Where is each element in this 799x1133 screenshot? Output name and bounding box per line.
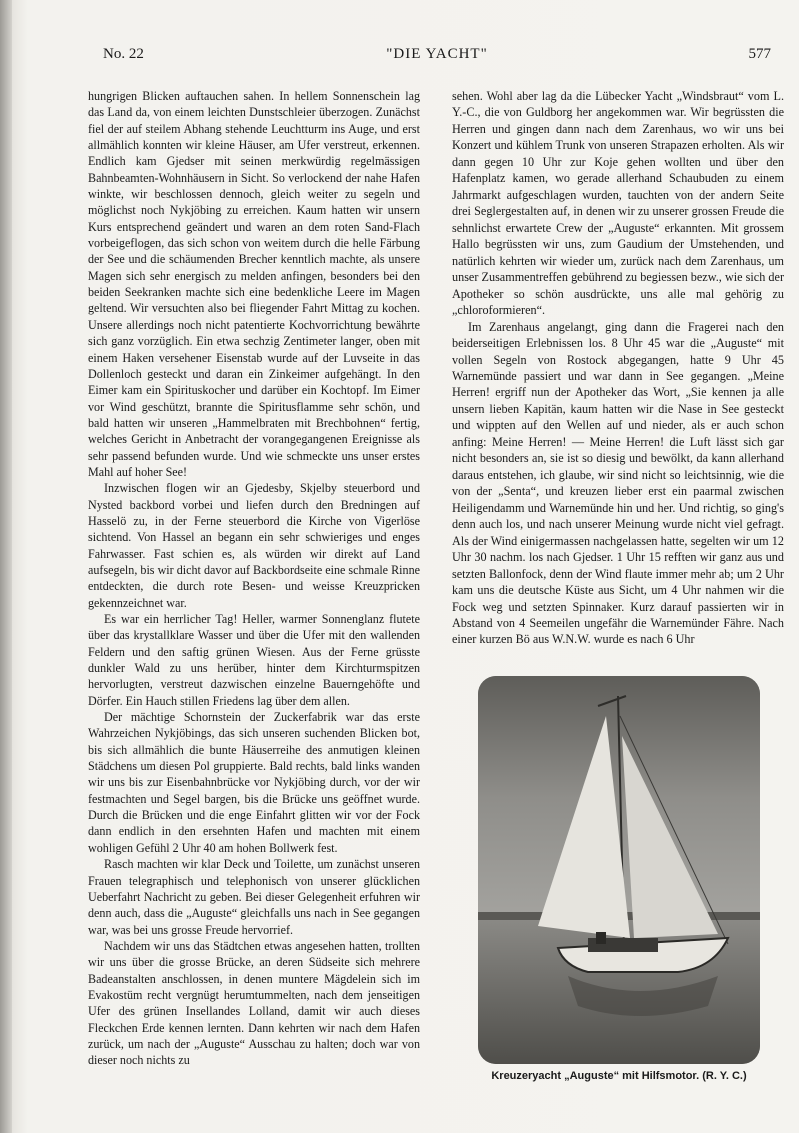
paragraph: Inzwischen flogen wir an Gjedesby, Skjelby steuerbord und Nysted backbord vorbei und liefen durch den Bredningen auf Hasselö zu, in der Ferne steuerbord die Kirche von Vigerlöse sichtend. Von Hassel an begann ein sehr schwieriges und enges Fahrwasser. Fast schien es, als würden wir direkt auf Land aufsegeln, bis wir dicht davor auf Backbordseite eine schmale Rinne entdeckten, die durch rote Besen- und weisse Kreuzpricken gekennzeichnet war. (88, 481, 420, 610)
paragraph: Nachdem wir uns das Städtchen etwas angesehen hatten, trollten wir uns über die grosse Brücke, an deren Südseite sich mehrere Badeanstalten anschlossen, in denen muntere Mägdelein sich im Evakostüm recht vergnügt herumtummelten, nach dem jenseitigen Ufer des grünen Insellandes Lolland, damit wir auch dieses Fleckchen Erde kennen lernten. Dann kehrten wir nach dem Hafen zurück, um nach der „Auguste“ Ausschau zu halten; doch war von dieser noch nichts zu (88, 938, 420, 1068)
paragraph: Im Zarenhaus angelangt, ging dann die Fragerei nach den beiderseitigen Erlebnissen los. 8 Uhr 45 war die „Auguste“ mit vollen Segeln von Rostock abgegangen, hatte 9 Uhr 45 Warnemünde passiert und war dann in See gegangen. „Meine Herren! ergriff nun der Apotheker das Wort, „Sie kennen ja alle unsern lieben Kapitän, kaum hatten wir die Nase in See gesteckt und wippten auf den Wellen auf und nieder, als er auch schon anfing: Meine Herren! — Meine Herren! die Luft lässt sich gar nicht besonders an, sie ist so diesig und bewölkt, da kann allerhand daraus entstehen, ich glaube, wir sind nicht so leichtsinnig, wie die von der „Senta“, und kreuzen lieber erst ein paarmal zwischen Heiligendamm und Warnemünde hin und her. Und richtig, so ging's denn auch los, und nach unserer Meinung wurde nicht viel gefragt. Als der Wind einigermassen nachgelassen hatte, segelten wir um 12 Uhr 30 nachm. los nach Gjedser. 1 Uhr 15 refften wir ganz aus und setzten Ballonfock, denn der Wind flaute immer mehr ab; um 2 Uhr kam uns die deutsche Küste aus Sicht, um 4 Uhr nahmen wir die Fock weg und setzten Spinnaker. Kurz darauf passierten wir in Abstand von 4 Seemeilen ungefähr die Warnemünder Fähre. Nach einer kurzen Bö aus W.N.W. wurde es nach 6 Uhr (452, 319, 784, 647)
yacht-illustration (478, 676, 760, 1064)
page-number: 577 (748, 46, 771, 62)
right-text-column (452, 88, 784, 648)
yacht-photo (478, 676, 760, 1064)
book-gutter (0, 0, 12, 1133)
paragraph: Der mächtige Schornstein der Zuckerfabrik war das erste Wahrzeichen Nykjöbings, das sich unseren suchenden Blicken bot, bis sich allmählich die bunte Häuserreihe des anmutigen kleinen Städchens um diesen Pol gruppierte. Bald rechts, bald links wanden wir uns bis zur Eisenbahnbrücke vor Nykjöbing durch, vor der wir festmachten und Segel bargen, bis die Brücke uns geöffnet wurde. Durch die Brücken und die enge Einfahrt glitten wir vor der Fock dann endlich in den ersehnten Hafen und machten mit einem wohligen Gefühl 2 Uhr 40 am hohen Bollwerk fest. (88, 710, 420, 855)
journal-title: "DIE YACHT" (386, 46, 488, 62)
paragraph: Rasch machten wir klar Deck und Toilette, um zunächst unseren Frauen telegraphisch und telephonisch von unserer glücklichen Ueberfahrt Nachricht zu geben. Bei dieser Gelegenheit erfuhren wir denn auch, dass die „Auguste“ gleichfalls uns nach in See gegangen war, was bei uns grosse Freude hervorrief. (88, 857, 420, 937)
issue-number: No. 22 (103, 46, 144, 62)
paragraph: sehen. Wohl aber lag da die Lübecker Yacht „Windsbraut“ vom L. Y.-C., die von Guldborg her angekommen war. Wir begrüssten die Herren und gingen dann nach dem Zarenhaus, wo wir uns bei Konzert und kühlem Trunk von unseren Strapazen erholten. Als wir dann gegen 10 Uhr zur Koje gehen wollten und über den Hafenplatz kamen, wo gerade allerhand Schaubuden zu einem Jahrmarkt aufgeschlagen wurden, tauchten von der andern Seite drei Seglergestalten auf, in denen wir zu unserer grossen Freude die sehnlichst erwartete Crew der „Auguste“ erkannten. Mit grossem Hallo begrüssten wir uns, zum Gaudium der Umstehenden, und natürlich kehrten wir wieder um, zurück nach dem Zarenhaus, um unser Zusammentreffen gebührend zu begiessen bezw., wie sich der Apotheker so schön ausdrückte, uns alle mal gehörig zu „chloroformieren“. (452, 89, 784, 318)
figure-caption: Kreuzeryacht „Auguste“ mit Hilfsmotor. (R. Y. C.) (491, 1070, 747, 1082)
page-header (103, 46, 771, 68)
paragraph: Es war ein herrlicher Tag! Heller, warmer Sonnenglanz flutete über das krystallklare Wasser und über die Ufer mit den wallenden Feldern und den saftig grünen Wiesen. Aus der Ferne grüsste dunkler Wald zu uns herüber, hinter dem Kirchturmspitzen hervorlugten, verstreut dazwischen einzelne Bauerngehöfte und Dörfer. Ein Hauch stillen Friedens lag über dem allen. (88, 612, 420, 708)
left-text-column (88, 88, 420, 1069)
crew (596, 932, 606, 944)
paragraph: hungrigen Blicken auftauchen sahen. In hellem Sonnenschein lag das Land da, von einem leichten Dunstschleier überzogen. Zunächst fiel der auf steilem Abhang stehende Leuchtturm ins Auge, und erst allmählich konnten wir kleine Häuser, am Ufer verstreut, erkennen. Endlich kam Gjedser mit seinen merkwürdig regelmässigen Bahnbeamten-Wohnhäusern in Sicht. So verlockend der nahe Hafen winkte, wir beschlossen dennoch, gleich weiter zu segeln und möglichst noch Nykjöbing zu erreichen. Kaum hatten wir unsern Kurs entsprechend geändert und waren an dem roten Sand-Flach vorbeigeflogen, das sich schon von weitem durch die helle Färbung der See und die schäumenden Brecher kenntlich machte, als unsere Magen sich sehr energisch zu melden anfingen, besonders bei den beiden Seekranken machte sich eine bedenkliche Leere im Magen geltend. Wir versuchten also bei fliegender Fahrt Mittag zu kochen. Unsere allerdings noch nicht patentierte Kochvorrichtung bewährte sich ganz vorzüglich. Ein etwa sechzig Zentimeter langer, oben mit einem Haken versehener Eisenstab wurde auf der Luvseite in das Dollenloch gesteckt und daran ein Zinkeimer aufgehängt. In den Eimer kam ein Spirituskocher und darüber ein Kochtopf. Im Eimer vor Wind geschützt, brannte die Spiritusflamme sehr schön, und bald hatten wir unseren „Hammelbraten mit Brechbohnen“ fertig, welches Gericht in Anbetracht der vorangegangenen Ereignisse als sehr passend befunden wurde. Und wie schmeckte uns unser erstes Mahl auf hoher See! (88, 89, 420, 479)
